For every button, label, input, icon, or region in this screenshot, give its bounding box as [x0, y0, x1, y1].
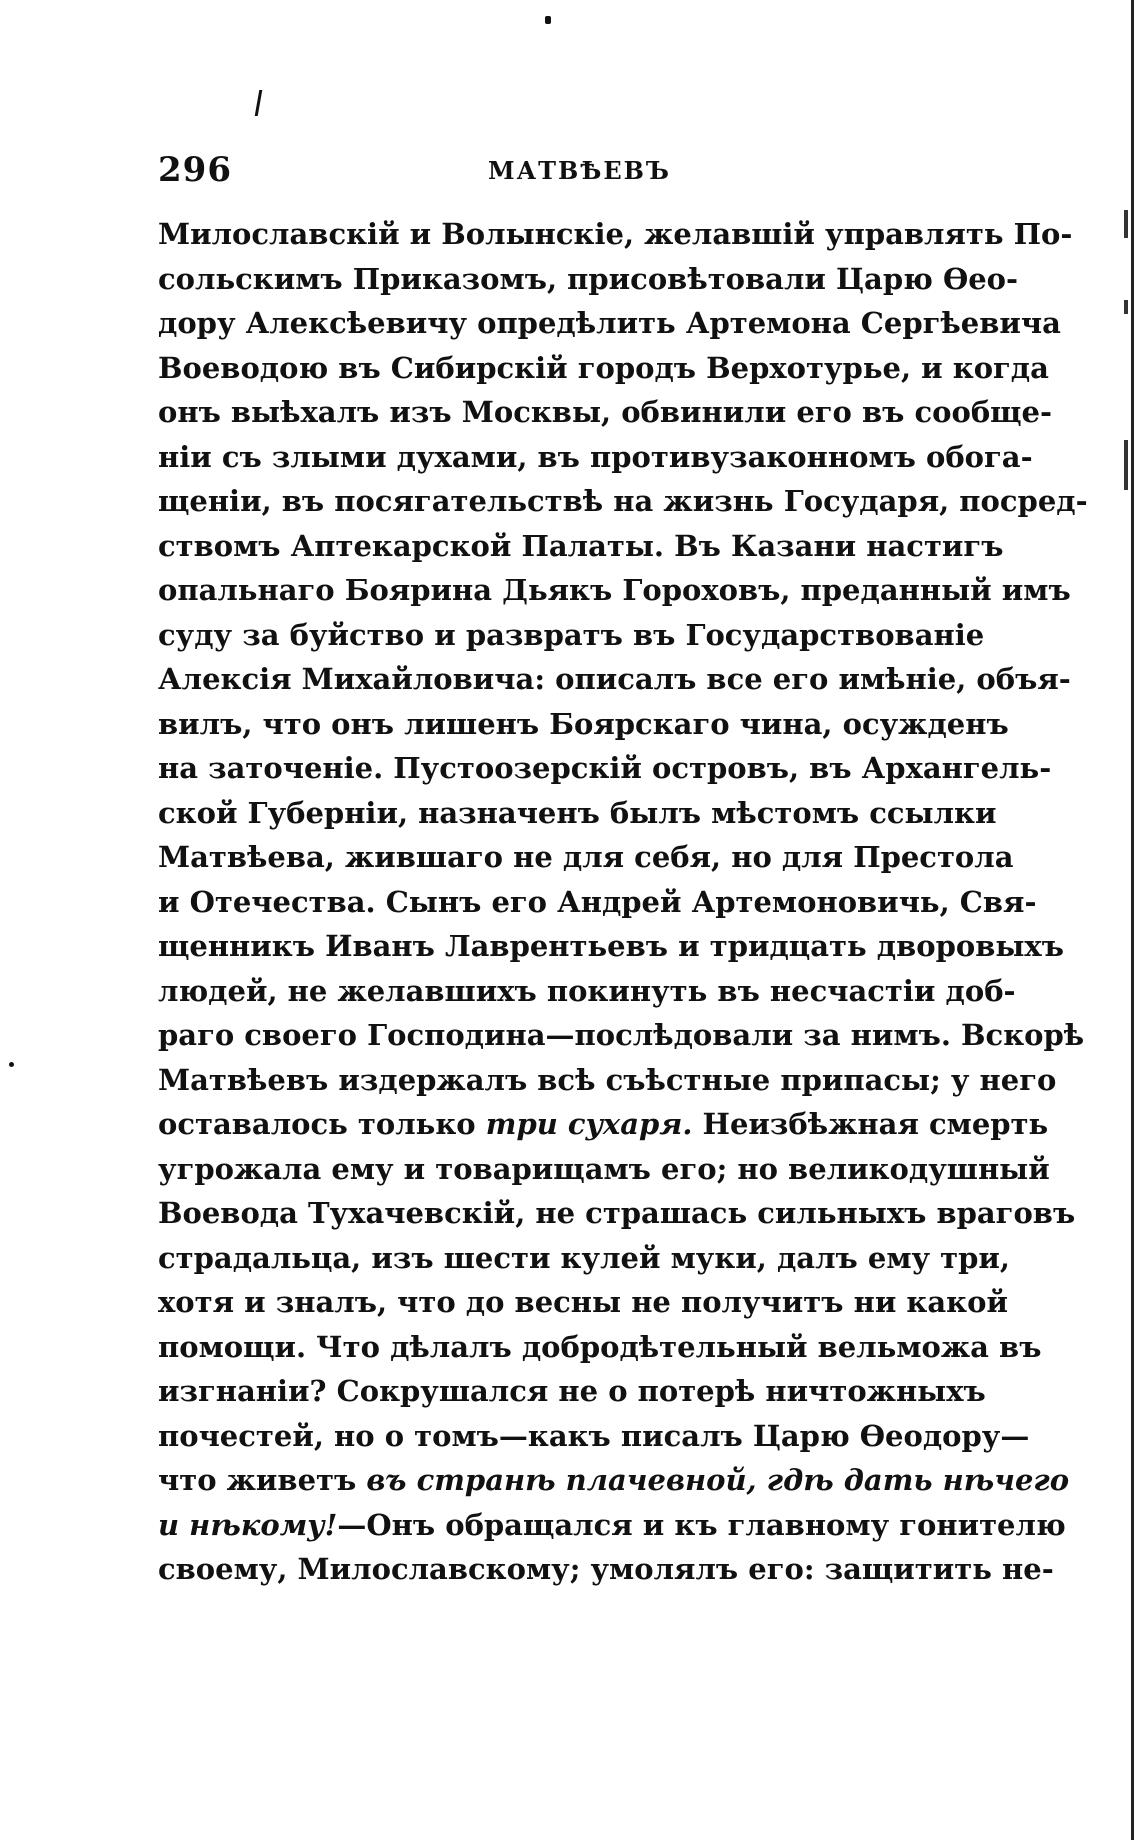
text-segment: дору Алексѣевичу опредѣлить Артемона Сергѣевича — [158, 306, 1061, 340]
text-line — [158, 969, 1016, 1014]
text-line — [158, 1013, 1085, 1058]
running-head — [158, 150, 968, 200]
text-line — [158, 257, 1019, 302]
text-line — [158, 1280, 1008, 1325]
text-line — [158, 1325, 1042, 1370]
text-segment: сольскимъ Приказомъ, присовѣтовали Царю Ѳео- — [158, 261, 1019, 296]
text-segment: —Онъ обращался и къ главному гонителю — [337, 1507, 1066, 1542]
text-line — [158, 702, 1009, 747]
text-line — [158, 1147, 1050, 1192]
text-segment: помощи. Что дѣлалъ добродѣтельный вельможа въ — [158, 1329, 1042, 1364]
text-line — [158, 390, 1053, 435]
italic-text-segment: три сухаря. — [485, 1107, 693, 1141]
text-line — [158, 1236, 1011, 1281]
page-edge-line — [1131, 0, 1134, 1840]
text-line — [158, 1191, 1076, 1236]
text-segment: ствомъ Аптекарской Палаты. Въ Казани настигъ — [158, 528, 1004, 563]
text-line — [158, 657, 1071, 702]
text-segment: онъ выѣхалъ изъ Москвы, обвинили его въ сообще- — [158, 395, 1053, 429]
ink-speck — [545, 16, 551, 24]
text-segment: Воеводою въ Сибирскій городъ Верхотурье, и когда — [158, 350, 1049, 385]
text-line — [158, 1369, 986, 1414]
text-line — [158, 1058, 1057, 1103]
ink-speck-margin — [9, 1062, 14, 1067]
text-line — [158, 1414, 1030, 1459]
text-segment: суду за буйство и развратъ въ Государствованіе — [158, 617, 985, 652]
text-segment: что живетъ — [158, 1463, 367, 1497]
text-line — [158, 524, 1004, 569]
text-segment: Неизбѣжная смерть — [692, 1107, 1049, 1141]
text-line — [158, 212, 1073, 257]
text-segment: щеніи, въ посягательствѣ на жизнь Государя, посред- — [158, 484, 1088, 518]
text-line — [158, 1503, 1066, 1548]
text-line — [158, 301, 1061, 346]
text-segment: угрожала ему и товарищамъ его; но великодушный — [158, 1151, 1050, 1186]
page-edge-mark — [1124, 300, 1128, 314]
text-line — [158, 791, 997, 836]
text-line — [158, 1458, 1070, 1503]
page-edge-mark — [1124, 440, 1128, 490]
text-segment: своему, Милославскому; умолялъ его: защитить не- — [158, 1552, 1054, 1586]
text-segment: на заточеніе. Пустоозерскій островъ, въ Архангель- — [158, 751, 1052, 785]
text-segment: Алексія Михайловича: описалъ все его имѣніе, объя- — [158, 662, 1071, 696]
text-line — [158, 346, 1049, 391]
text-line — [158, 479, 1088, 524]
body-text — [158, 212, 1088, 1592]
text-segment: людей, не желавшихъ покинуть въ несчастіи доб- — [158, 973, 1016, 1008]
page-edge-mark — [1124, 210, 1128, 238]
italic-text-segment: и нѣкому! — [158, 1507, 338, 1542]
text-line — [158, 746, 1052, 791]
text-segment: вилъ, что онъ лишенъ Боярскаго чина, осужденъ — [158, 706, 1009, 741]
text-segment: Матвѣева, жившаго не для себя, но для Престола — [158, 840, 1014, 874]
text-segment: почестей, но о томъ—какъ писалъ Царю Ѳеодору— — [158, 1418, 1030, 1453]
text-segment: хотя и зналъ, что до весны не получитъ ни какой — [158, 1285, 1008, 1319]
text-segment: раго своего Господина—послѣдовали за нимъ. Вскорѣ — [158, 1018, 1085, 1052]
text-segment: Милославскій и Волынскіе, желавшій управлять По- — [158, 217, 1073, 251]
text-line — [158, 835, 1014, 880]
running-title: МАТВѢЕВЪ — [488, 156, 671, 185]
ink-mark — [255, 90, 263, 116]
text-segment: и Отечества. Сынъ его Андрей Артемоновичь, Свя- — [158, 884, 1037, 919]
text-line — [158, 613, 985, 658]
text-segment: щенникъ Иванъ Лаврентьевъ и тридцать дворовыхъ — [158, 929, 1064, 963]
text-segment: ской Губерніи, назначенъ былъ мѣстомъ ссылки — [158, 795, 997, 830]
italic-text-segment: въ странѣ плачевной, гдѣ дать нѣчего — [366, 1463, 1070, 1497]
text-segment: Матвѣевъ издержалъ всѣ съѣстные припасы; у него — [158, 1062, 1057, 1097]
page-number: 296 — [158, 150, 232, 190]
text-segment: ніи съ злыми духами, въ противузаконномъ обога- — [158, 439, 1033, 474]
text-segment: опальнаго Боярина Дьякъ Гороховъ, преданный имъ — [158, 573, 1071, 607]
text-segment: Воевода Тухачевскій, не страшась сильныхъ враговъ — [158, 1196, 1076, 1230]
text-line — [158, 568, 1071, 613]
text-line — [158, 924, 1064, 969]
text-line — [158, 435, 1033, 480]
text-segment: изгнаніи? Сокрушался не о потерѣ ничтожныхъ — [158, 1374, 986, 1408]
text-line — [158, 1102, 1049, 1147]
text-line — [158, 880, 1037, 925]
text-line — [158, 1547, 1054, 1592]
text-segment: страдальца, изъ шести кулей муки, далъ ему три, — [158, 1240, 1011, 1275]
text-segment: оставалось только — [158, 1107, 486, 1141]
